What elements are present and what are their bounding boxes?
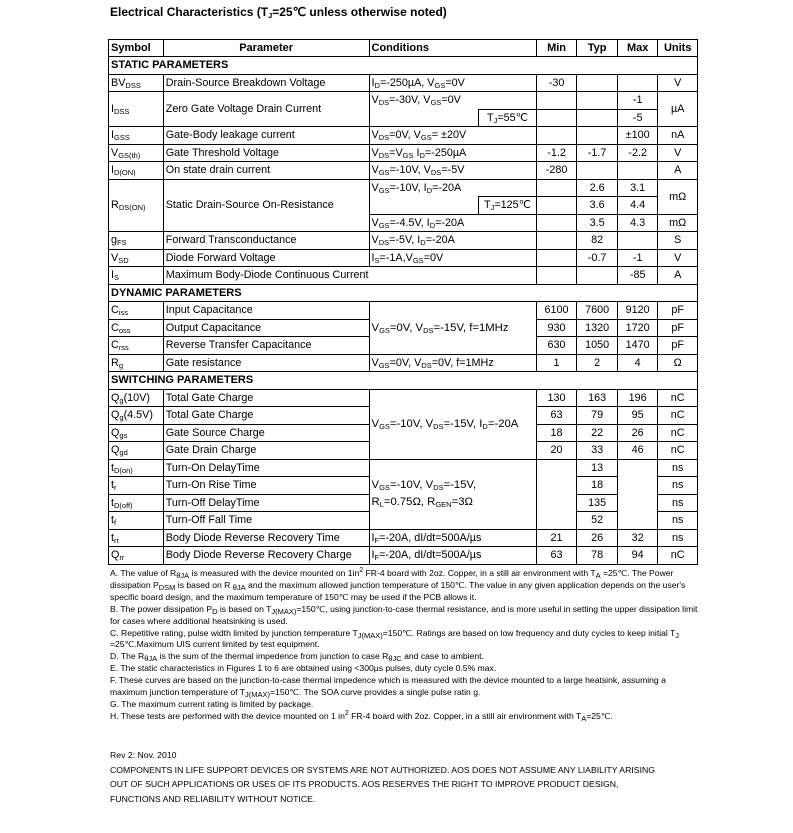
min-cell bbox=[536, 267, 577, 285]
max-cell: -1 bbox=[617, 92, 658, 110]
param-cell: Gate-Body leakage current bbox=[163, 127, 369, 145]
min-cell: 1 bbox=[536, 354, 577, 372]
typ-cell: 79 bbox=[577, 407, 618, 425]
header-min: Min bbox=[536, 40, 577, 57]
typ-cell: 13 bbox=[577, 459, 618, 477]
table-row bbox=[109, 179, 698, 197]
typ-cell: 3.6 bbox=[577, 197, 618, 215]
symbol-gfs: $g_{FS}$ bbox=[109, 232, 164, 250]
symbol-tr: $t_r$ bbox=[109, 477, 164, 495]
typ-cell: 33 bbox=[577, 442, 618, 460]
unit-cell: S bbox=[658, 232, 698, 250]
symbol-qg10: $Q_g(10V)$ bbox=[109, 389, 164, 407]
typ-cell bbox=[577, 74, 618, 92]
symbol-tdon: $t_{D(on)}$ bbox=[109, 459, 164, 477]
unit-cell: ns bbox=[658, 477, 698, 495]
min-cell: 130 bbox=[536, 389, 577, 407]
min-cell: 630 bbox=[536, 337, 577, 355]
max-cell: -5 bbox=[617, 109, 658, 127]
typ-cell: 18 bbox=[577, 477, 618, 495]
header-row bbox=[109, 40, 698, 57]
min-cell: 63 bbox=[536, 407, 577, 425]
typ-cell: 22 bbox=[577, 424, 618, 442]
unit-cell: nC bbox=[658, 389, 698, 407]
param-cell: Maximum Body-Diode Continuous Current bbox=[163, 267, 536, 285]
typ-cell: 82 bbox=[577, 232, 618, 250]
typ-cell: 1050 bbox=[577, 337, 618, 355]
param-cell: Forward Transconductance bbox=[163, 232, 369, 250]
symbol-qg45: $Q_g(4.5V)$ bbox=[109, 407, 164, 425]
typ-cell: 2 bbox=[577, 354, 618, 372]
max-cell: -85 bbox=[617, 267, 658, 285]
footer bbox=[110, 748, 710, 807]
section-dynamic: DYNAMIC PARAMETERS bbox=[109, 284, 698, 302]
page-title: Electrical Characteristics ($T_J=25℃$ unless otherwise noted) bbox=[110, 5, 447, 20]
param-cell: Gate resistance bbox=[163, 354, 369, 372]
min-cell bbox=[536, 179, 577, 197]
cond-cell: $V_{GS}=-10V$, $I_D=-20A$ bbox=[369, 179, 536, 197]
unit-cell: ns bbox=[658, 494, 698, 512]
min-cell bbox=[536, 127, 577, 145]
unit-cell: nC bbox=[658, 547, 698, 565]
symbol-trr: $t_{rr}$ bbox=[109, 529, 164, 547]
symbol-tf: $t_f$ bbox=[109, 512, 164, 530]
max-cell: 4 bbox=[617, 354, 658, 372]
max-cell: 196 bbox=[617, 389, 658, 407]
param-cell: On state drain current bbox=[163, 162, 369, 180]
symbol-qrr: $Q_{rr}$ bbox=[109, 547, 164, 565]
table-row bbox=[109, 232, 698, 250]
max-cell: -2.2 bbox=[617, 144, 658, 162]
table-row bbox=[109, 162, 698, 180]
min-cell bbox=[536, 459, 577, 529]
param-cell: Gate Drain Charge bbox=[163, 442, 369, 460]
unit-cell: pF bbox=[658, 302, 698, 320]
min-cell: -1.2 bbox=[536, 144, 577, 162]
note-h: H. These tests are performed with the device mounted on 1 $in^2$ FR-4 board with 2oz. Copper, in a still air environment with $T_A=25℃$. bbox=[110, 709, 613, 723]
param-cell: Body Diode Reverse Recovery Charge bbox=[163, 547, 369, 565]
typ-cell: 7600 bbox=[577, 302, 618, 320]
cond-cell: $I_F=-20A$, dI/dt=500A/µs bbox=[369, 529, 536, 547]
cond-cell: $V_{DS}=-5V$, $I_D=-20A$ bbox=[369, 232, 536, 250]
typ-cell: -1.7 bbox=[577, 144, 618, 162]
symbol-is: $I_S$ bbox=[109, 267, 164, 285]
table-row bbox=[109, 92, 698, 110]
cond-cell: $V_{DS}=-30V$, $V_{GS}=0V$ bbox=[369, 92, 536, 110]
max-cell: 4.4 bbox=[617, 197, 658, 215]
typ-cell: 2.6 bbox=[577, 179, 618, 197]
symbol-bvdss: $BV_{DSS}$ bbox=[109, 74, 164, 92]
unit-cell: ns bbox=[658, 512, 698, 530]
symbol-crss: $C_{rss}$ bbox=[109, 337, 164, 355]
note-a: A. The value of $R_{\theta JA}$ is measured with the device mounted on $1in^2$ FR-4 board with 2oz. Copper, in a still air environment with $T_A$ =25℃. The Power dissipation $P_{DSM}$ is based on R $_{\theta JA}$ and the maximum allowed junction temperature of 150℃. The value in any given application depends on the user's specific board design, and the maximum temperature of 150℃ may be used if the PCB allows it. bbox=[110, 567, 686, 602]
max-cell: 32 bbox=[617, 529, 658, 547]
unit-cell: pF bbox=[658, 337, 698, 355]
unit-cell: ns bbox=[658, 529, 698, 547]
table-row bbox=[109, 127, 698, 145]
param-cell: Total Gate Charge bbox=[163, 389, 369, 407]
symbol-ciss: $C_{iss}$ bbox=[109, 302, 164, 320]
param-cell: Turn-Off DelayTime bbox=[163, 494, 369, 512]
max-cell: 94 bbox=[617, 547, 658, 565]
unit-cell: A bbox=[658, 267, 698, 285]
param-cell: Gate Threshold Voltage bbox=[163, 144, 369, 162]
min-cell bbox=[536, 249, 577, 267]
typ-cell bbox=[577, 267, 618, 285]
unit-cell: V bbox=[658, 249, 698, 267]
note-b: B. The power dissipation $P_D$ is based on $T_{J(MAX)}=150℃$, using junction-to-case thermal resistance, and is more useful in setting the upper dissipation limit for cases where additional heatsinking is used. bbox=[110, 603, 698, 626]
symbol-idss: $I_{DSS}$ bbox=[109, 92, 164, 127]
max-cell: 95 bbox=[617, 407, 658, 425]
unit-cell: A bbox=[658, 162, 698, 180]
cond-cell: $V_{GS}=-10V$, $V_{DS}=-15V$, $R_L=0.75\Omega$, $R_{GEN}=3\Omega$ bbox=[369, 459, 536, 529]
min-cell bbox=[536, 214, 577, 232]
unit-cell: ns bbox=[658, 459, 698, 477]
symbol-vsd: $V_{SD}$ bbox=[109, 249, 164, 267]
table-row bbox=[109, 249, 698, 267]
table-row bbox=[109, 389, 698, 407]
max-cell: 4.3 bbox=[617, 214, 658, 232]
typ-cell: 3.5 bbox=[577, 214, 618, 232]
disclaimer-line-2: OUT OF SUCH APPLICATIONS OR USES OF ITS PRODUCTS. AOS RESERVES THE RIGHT TO IMPROVE PRODUCT DESIGN, bbox=[110, 779, 619, 790]
note-g: G. The maximum current rating is limited by package. bbox=[110, 698, 314, 709]
param-cell: Static Drain-Source On-Resistance bbox=[163, 179, 369, 232]
max-cell: 46 bbox=[617, 442, 658, 460]
typ-cell bbox=[577, 92, 618, 110]
unit-cell: mΩ bbox=[658, 214, 698, 232]
typ-cell: 135 bbox=[577, 494, 618, 512]
symbol-rdson: $R_{DS(ON)}$ bbox=[109, 179, 164, 232]
max-cell bbox=[617, 459, 658, 529]
symbol-idon: $I_{D(ON)}$ bbox=[109, 162, 164, 180]
unit-cell: nC bbox=[658, 407, 698, 425]
table-row bbox=[109, 302, 698, 320]
unit-cell: V bbox=[658, 74, 698, 92]
max-cell bbox=[617, 74, 658, 92]
max-cell: 3.1 bbox=[617, 179, 658, 197]
disclaimer-line-3: FUNCTIONS AND RELIABILITY WITHOUT NOTICE. bbox=[110, 794, 316, 805]
unit-cell: Ω bbox=[658, 354, 698, 372]
min-cell: 21 bbox=[536, 529, 577, 547]
param-cell: Drain-Source Breakdown Voltage bbox=[163, 74, 369, 92]
table-row bbox=[109, 267, 698, 285]
note-d: D. The $R_{\theta JA}$ is the sum of the thermal impedence from junction to case $R_{\theta JC}$ and case to ambient. bbox=[110, 651, 484, 664]
cond-cell: $V_{GS}=0V$, $V_{DS}=0V$, f=1MHz bbox=[369, 354, 536, 372]
min-cell: -30 bbox=[536, 74, 577, 92]
max-cell: 9120 bbox=[617, 302, 658, 320]
note-e: E. The static characteristics in Figures 1 to 6 are obtained using <300µs pulses, duty cycle 0.5% max. bbox=[110, 663, 497, 674]
table-row bbox=[109, 459, 698, 477]
table-row bbox=[109, 354, 698, 372]
max-cell: 1470 bbox=[617, 337, 658, 355]
section-switching: SWITCHING PARAMETERS bbox=[109, 372, 698, 390]
max-cell bbox=[617, 162, 658, 180]
param-cell: Reverse Transfer Capacitance bbox=[163, 337, 369, 355]
typ-cell: 78 bbox=[577, 547, 618, 565]
header-conditions: Conditions bbox=[369, 40, 536, 57]
min-cell: 930 bbox=[536, 319, 577, 337]
header-units: Units bbox=[658, 40, 698, 57]
param-cell: Turn-On Rise Time bbox=[163, 477, 369, 495]
header-parameter: Parameter bbox=[163, 40, 369, 57]
cond-cell: $V_{DS}=0V$, $V_{GS}= \pm 20V$ bbox=[369, 127, 536, 145]
typ-cell bbox=[577, 127, 618, 145]
min-cell: -280 bbox=[536, 162, 577, 180]
param-cell: Turn-On DelayTime bbox=[163, 459, 369, 477]
cond-cell: $V_{GS}=0V$, $V_{DS}=-15V$, f=1MHz bbox=[369, 302, 536, 355]
param-cell: Output Capacitance bbox=[163, 319, 369, 337]
typ-cell: 163 bbox=[577, 389, 618, 407]
cond-cell: $V_{GS}=-10V$, $V_{DS}=-15V$, $I_D=-20A$ bbox=[369, 389, 536, 459]
footnotes bbox=[110, 568, 700, 723]
param-cell: Zero Gate Voltage Drain Current bbox=[163, 92, 369, 127]
note-c: C. Repetitive rating, pulse width limited by junction temperature $T_{J(MAX)}=150℃$. Ratings are based on low frequency and duty cycles to keep initial $T_J$ =25℃.Maximum UIS current limited by test equipment. bbox=[110, 627, 680, 650]
max-cell: 1720 bbox=[617, 319, 658, 337]
symbol-coss: $C_{oss}$ bbox=[109, 319, 164, 337]
cond-tj: $T_J=55℃$ bbox=[479, 109, 537, 127]
symbol-vgsth: $V_{GS(th)}$ bbox=[109, 144, 164, 162]
section-static: STATIC PARAMETERS bbox=[109, 57, 698, 75]
unit-cell: µA bbox=[658, 92, 698, 127]
symbol-rg: $R_g$ bbox=[109, 354, 164, 372]
table-row bbox=[109, 144, 698, 162]
typ-cell: 1320 bbox=[577, 319, 618, 337]
min-cell bbox=[536, 109, 577, 127]
param-cell: Gate Source Charge bbox=[163, 424, 369, 442]
header-symbol: Symbol bbox=[109, 40, 164, 57]
typ-cell: -0.7 bbox=[577, 249, 618, 267]
cond-cell: $I_F=-20A$, dI/dt=500A/µs bbox=[369, 547, 536, 565]
param-cell: Diode Forward Voltage bbox=[163, 249, 369, 267]
unit-cell: V bbox=[658, 144, 698, 162]
min-cell bbox=[536, 197, 577, 215]
cond-tj: $T_J=125℃$ bbox=[479, 197, 537, 215]
unit-cell: mΩ bbox=[658, 179, 698, 214]
header-typ: Typ bbox=[577, 40, 618, 57]
param-cell: Body Diode Reverse Recovery Time bbox=[163, 529, 369, 547]
symbol-qgd: $Q_{gd}$ bbox=[109, 442, 164, 460]
max-cell: ±100 bbox=[617, 127, 658, 145]
table-row bbox=[109, 529, 698, 547]
typ-cell: 52 bbox=[577, 512, 618, 530]
unit-cell: nC bbox=[658, 424, 698, 442]
unit-cell: nC bbox=[658, 442, 698, 460]
min-cell: 6100 bbox=[536, 302, 577, 320]
cond-cell: $I_S=-1A,V_{GS}=0V$ bbox=[369, 249, 536, 267]
cond-cell: $I_D=-250\mu A$, $V_{GS}=0V$ bbox=[369, 74, 536, 92]
min-cell: 20 bbox=[536, 442, 577, 460]
symbol-qgs: $Q_{gs}$ bbox=[109, 424, 164, 442]
min-cell: 63 bbox=[536, 547, 577, 565]
cond-blank bbox=[369, 197, 478, 215]
electrical-characteristics-table bbox=[108, 39, 698, 565]
header-max: Max bbox=[617, 40, 658, 57]
disclaimer-line-1: COMPONENTS IN LIFE SUPPORT DEVICES OR SYSTEMS ARE NOT AUTHORIZED. AOS DOES NOT ASSUME ANY LIABILITY ARISING bbox=[110, 764, 656, 775]
min-cell bbox=[536, 92, 577, 110]
note-f: F. These curves are based on the junction-to-case thermal impedence which is measured with the device mounted to a large heatsink, assuming a maximum junction temperature of $T_{J(MAX)}=150℃$. The SOA curve provides a single pulse ratin g. bbox=[110, 675, 666, 700]
max-cell: -1 bbox=[617, 249, 658, 267]
min-cell bbox=[536, 232, 577, 250]
revision-text: Rev 2: Nov. 2010 bbox=[110, 750, 177, 760]
cond-cell: $V_{GS}=-4.5V$, $I_D=-20A$ bbox=[369, 214, 536, 232]
param-cell: Turn-Off Fall Time bbox=[163, 512, 369, 530]
typ-cell bbox=[577, 162, 618, 180]
cond-cell: $V_{DS}=V_{GS}$ $I_D=-250\mu A$ bbox=[369, 144, 536, 162]
cond-blank bbox=[369, 109, 478, 127]
max-cell: 26 bbox=[617, 424, 658, 442]
symbol-igss: $I_{GSS}$ bbox=[109, 127, 164, 145]
symbol-tdoff: $t_{D(off)}$ bbox=[109, 494, 164, 512]
table-row bbox=[109, 547, 698, 565]
max-cell bbox=[617, 232, 658, 250]
param-cell: Input Capacitance bbox=[163, 302, 369, 320]
param-cell: Total Gate Charge bbox=[163, 407, 369, 425]
typ-cell: 26 bbox=[577, 529, 618, 547]
typ-cell bbox=[577, 109, 618, 127]
unit-cell: pF bbox=[658, 319, 698, 337]
table-row bbox=[109, 74, 698, 92]
min-cell: 18 bbox=[536, 424, 577, 442]
cond-cell: $V_{GS}=-10V$, $V_{DS}=-5V$ bbox=[369, 162, 536, 180]
unit-cell: nA bbox=[658, 127, 698, 145]
